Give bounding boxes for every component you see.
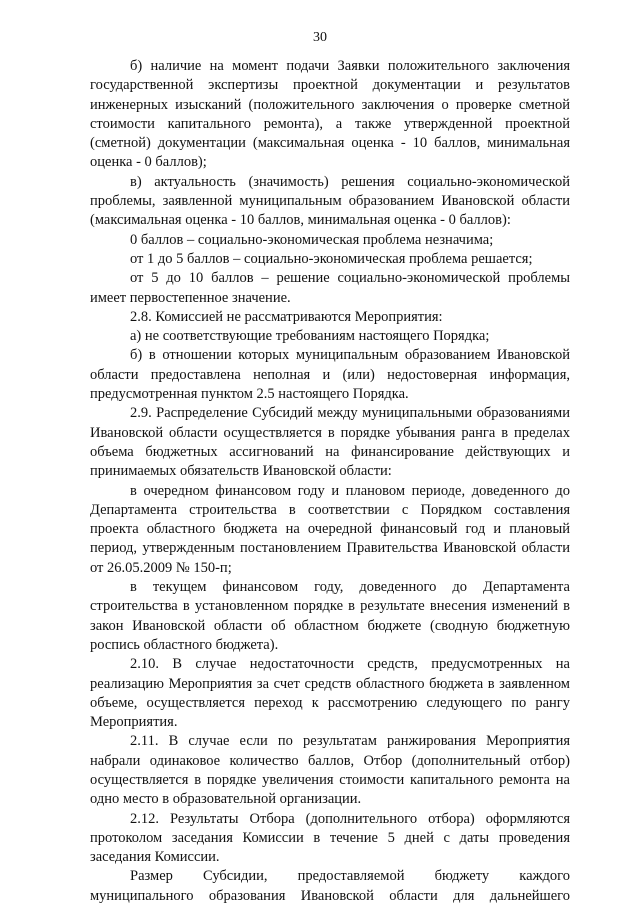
paragraph-6: 2.8. Комиссией не рассматриваются Мероприятия: <box>130 308 443 325</box>
paragraph-2: в) актуальность (значимость) решения социально-экономической проблемы, заявленной муниципальным образованием Ивановской области (максимальная оценка - 10 баллов, минимальная оценка - 0 баллов): <box>90 173 570 229</box>
paragraph-9: 2.9. Распределение Субсидий между муниципальными образованиями Ивановской области осуществляется в порядке убывания ранга в пределах объема бюджетных ассигнований на финансирование действующих и принимаемых обязательств Ивановской области: <box>90 405 570 480</box>
paragraph-11: в текущем финансовом году, доведенного до Департамента строительства в установленном порядке в результате внесения изменений в закон Ивановской области об областном бюджете (сводную бюджетную роспись областного бюджета). <box>90 579 570 653</box>
paragraph-13: 2.11. В случае если по результатам ранжирования Мероприятия набрали одинаковое количество баллов, Отбор (дополнительный отбор) осуществляется в порядке увеличения стоимости капитального ремонта на одно место в образовательной организации. <box>90 733 570 808</box>
paragraph-5: от 5 до 10 баллов – решение социально-экономической проблемы имеет первостепенное значение. <box>90 270 570 306</box>
paragraph-1: б) наличие на момент подачи Заявки положительного заключения государственной экспертизы проектной документации и результатов инженерных изысканий (положительного заключения о проверке сметной стоимости капитального ремонта), а также утвержденной проектной (сметной) документации (максимальная оценка - 10 баллов, минимальная оценка - 0 баллов); <box>90 58 570 171</box>
paragraph-8: б) в отношении которых муниципальным образованием Ивановской области предоставлена неполная и (или) недостоверная информация, предусмотренная пунктом 2.5 настоящего Порядка. <box>90 347 570 403</box>
page-number: 30 <box>313 30 327 45</box>
paragraph-3: 0 баллов – социально-экономическая проблема незначима; <box>130 231 494 248</box>
document-body <box>90 57 570 906</box>
paragraph-10: в очередном финансовом году и плановом периоде, доведенного до Департамента строительства в соответствии с Порядком составления проекта областного бюджета на очередной финансовый год и плановый период, утвержденным постановлением Правительства Ивановской области от 26.05.2009 № 150-п; <box>90 482 570 576</box>
paragraph-7: а) не соответствующие требованиям настоящего Порядка; <box>130 328 490 345</box>
paragraph-12: 2.10. В случае недостаточности средств, предусмотренных на реализацию Мероприятия за счет средств областного бюджета в заявленном объеме, осуществляется переход к рассмотрению следующего по рангу Мероприятия. <box>90 656 570 731</box>
paragraph-14: 2.12. Результаты Отбора (дополнительного отбора) оформляются протоколом заседания Комиссии в течение 5 дней с даты проведения заседания Комиссии. <box>90 810 570 866</box>
paragraph-4: от 1 до 5 баллов – социально-экономическая проблема решается; <box>130 250 533 267</box>
paragraph-15: Размер Субсидии, предоставляемой бюджету каждого муниципального образования Ивановской области для дальнейшего <box>90 868 570 904</box>
